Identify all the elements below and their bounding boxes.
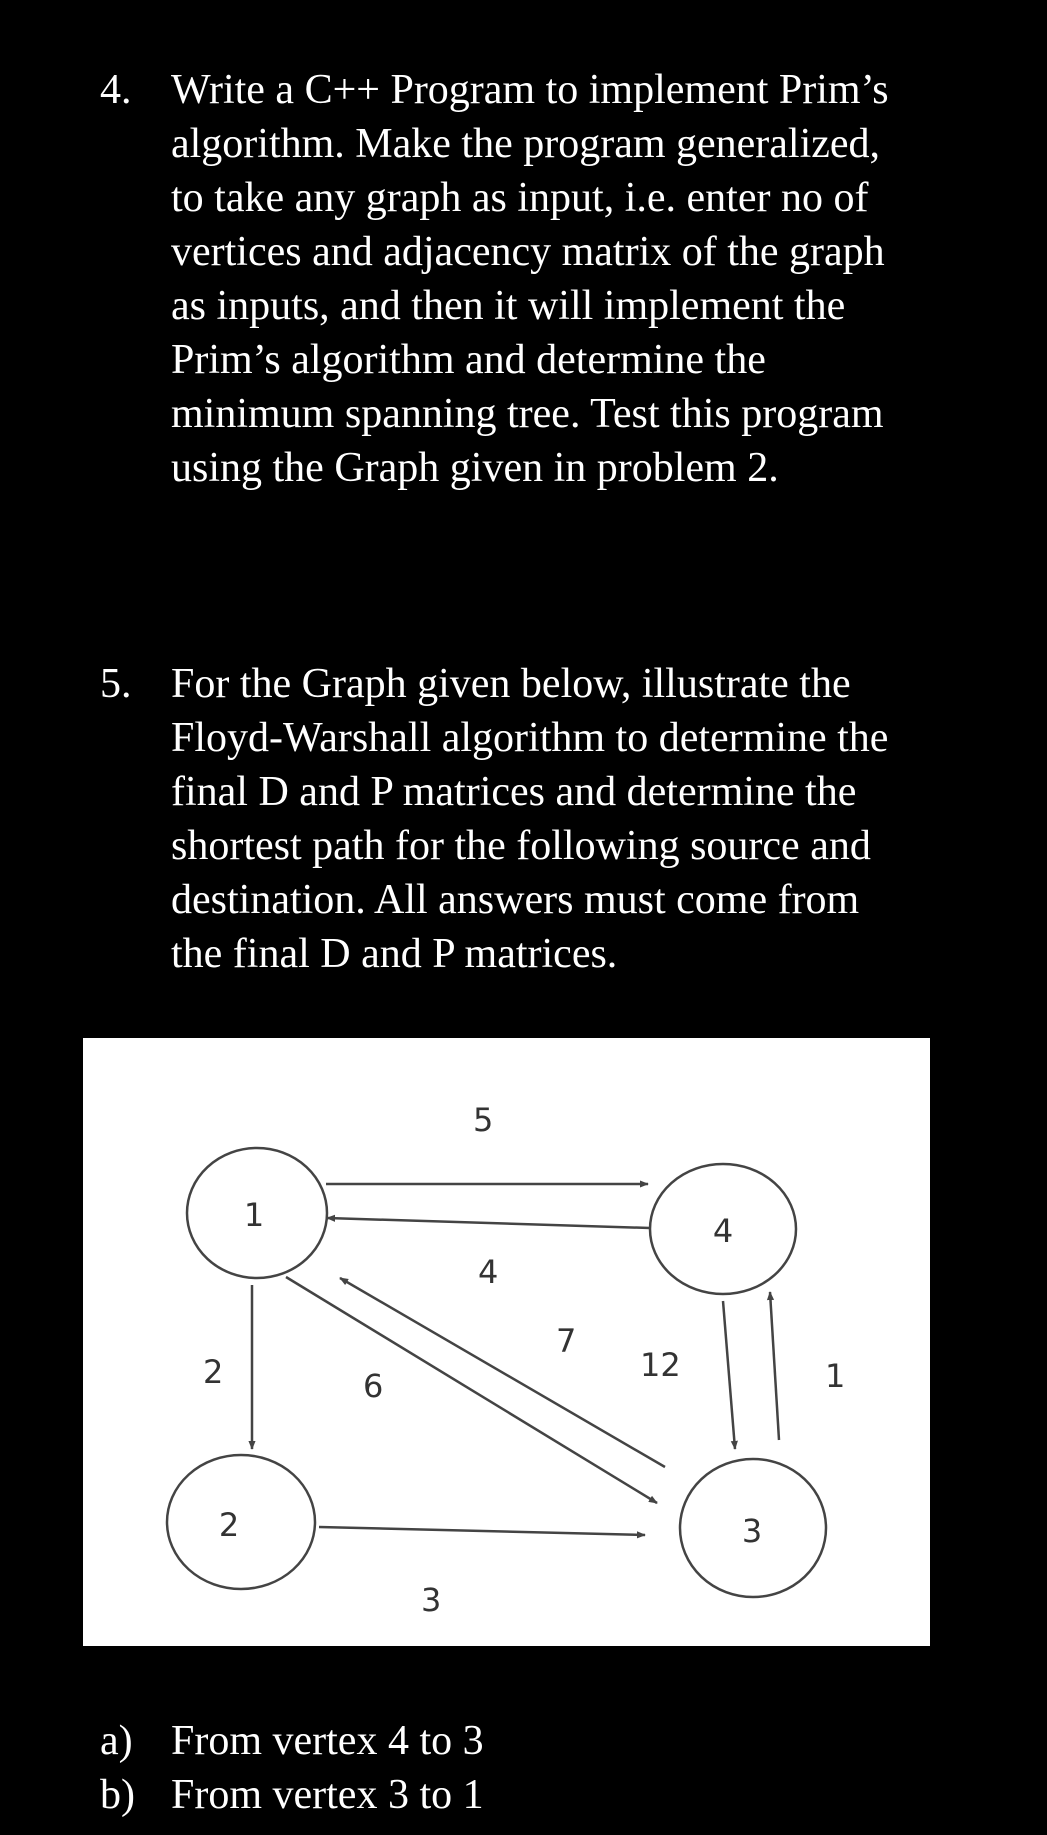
problem-4-line: as inputs, and then it will implement the xyxy=(171,283,846,329)
problem-5-line: final D and P matrices and determine the xyxy=(171,769,857,815)
vertex-1-label: 1 xyxy=(243,1196,265,1234)
edge-2-to-3-weight: 3 xyxy=(421,1581,442,1619)
problem-5-text xyxy=(171,657,1047,981)
subquestion-a-label: a) xyxy=(100,1718,133,1764)
problem-5-line: For the Graph given below, illustrate the xyxy=(171,661,851,707)
problem-4-line: algorithm. Make the program generalized, xyxy=(171,121,881,167)
problem-4-line: minimum spanning tree. Test this program xyxy=(171,391,884,437)
edge-4-to-1-weight: 4 xyxy=(478,1253,499,1291)
subquestion-a xyxy=(100,1714,484,1768)
vertex-4 xyxy=(650,1164,796,1294)
problem-4-number: 4. xyxy=(100,67,132,113)
vertex-3-label: 3 xyxy=(741,1512,763,1550)
vertex-2 xyxy=(167,1455,315,1589)
graph-figure xyxy=(83,1038,930,1646)
subquestion-b-label: b) xyxy=(100,1772,135,1818)
problem-4-line: to take any graph as input, i.e. enter no of xyxy=(171,175,869,221)
vertex-1 xyxy=(187,1148,327,1278)
subquestion-b-text: From vertex 3 to 1 xyxy=(171,1772,484,1818)
problem-4-line: Prim’s algorithm and determine the xyxy=(171,337,766,383)
edge-1-to-3 xyxy=(286,1277,657,1503)
vertex-4-label: 4 xyxy=(712,1212,734,1250)
directed-graph xyxy=(83,1038,930,1646)
vertex-3 xyxy=(680,1459,826,1597)
edge-4-to-1 xyxy=(327,1218,650,1228)
edge-1-to-2-weight: 2 xyxy=(203,1353,224,1391)
subquestion-a-text: From vertex 4 to 3 xyxy=(171,1718,484,1764)
problem-5-line: shortest path for the following source and xyxy=(171,823,871,869)
edge-4-to-3-weight: 12 xyxy=(640,1346,681,1384)
edge-3-to-1-weight: 7 xyxy=(556,1322,577,1360)
problem-4-line: using the Graph given in problem 2. xyxy=(171,445,779,491)
edge-3-to-1 xyxy=(340,1278,665,1467)
problem-4-text xyxy=(171,63,1047,495)
edge-1-to-3-weight: 6 xyxy=(363,1367,384,1405)
problem-5-line: the final D and P matrices. xyxy=(171,931,618,977)
edge-4-to-3 xyxy=(723,1301,735,1449)
edge-3-to-4-weight: 1 xyxy=(825,1357,846,1395)
problem-4 xyxy=(100,63,1000,495)
problem-4-line: vertices and adjacency matrix of the graph xyxy=(171,229,885,275)
subquestion-b xyxy=(100,1768,484,1822)
edge-2-to-3 xyxy=(319,1527,645,1535)
problem-5-number: 5. xyxy=(100,661,132,707)
edge-1-to-4-weight: 5 xyxy=(473,1101,494,1139)
problem-5-line: destination. All answers must come from xyxy=(171,877,860,923)
vertex-2-label: 2 xyxy=(218,1506,240,1544)
problem-5-line: Floyd-Warshall algorithm to determine the xyxy=(171,715,889,761)
problem-5 xyxy=(100,657,1000,981)
edge-3-to-4 xyxy=(770,1292,779,1440)
problem-4-line: Write a C++ Program to implement Prim’s xyxy=(171,67,889,113)
